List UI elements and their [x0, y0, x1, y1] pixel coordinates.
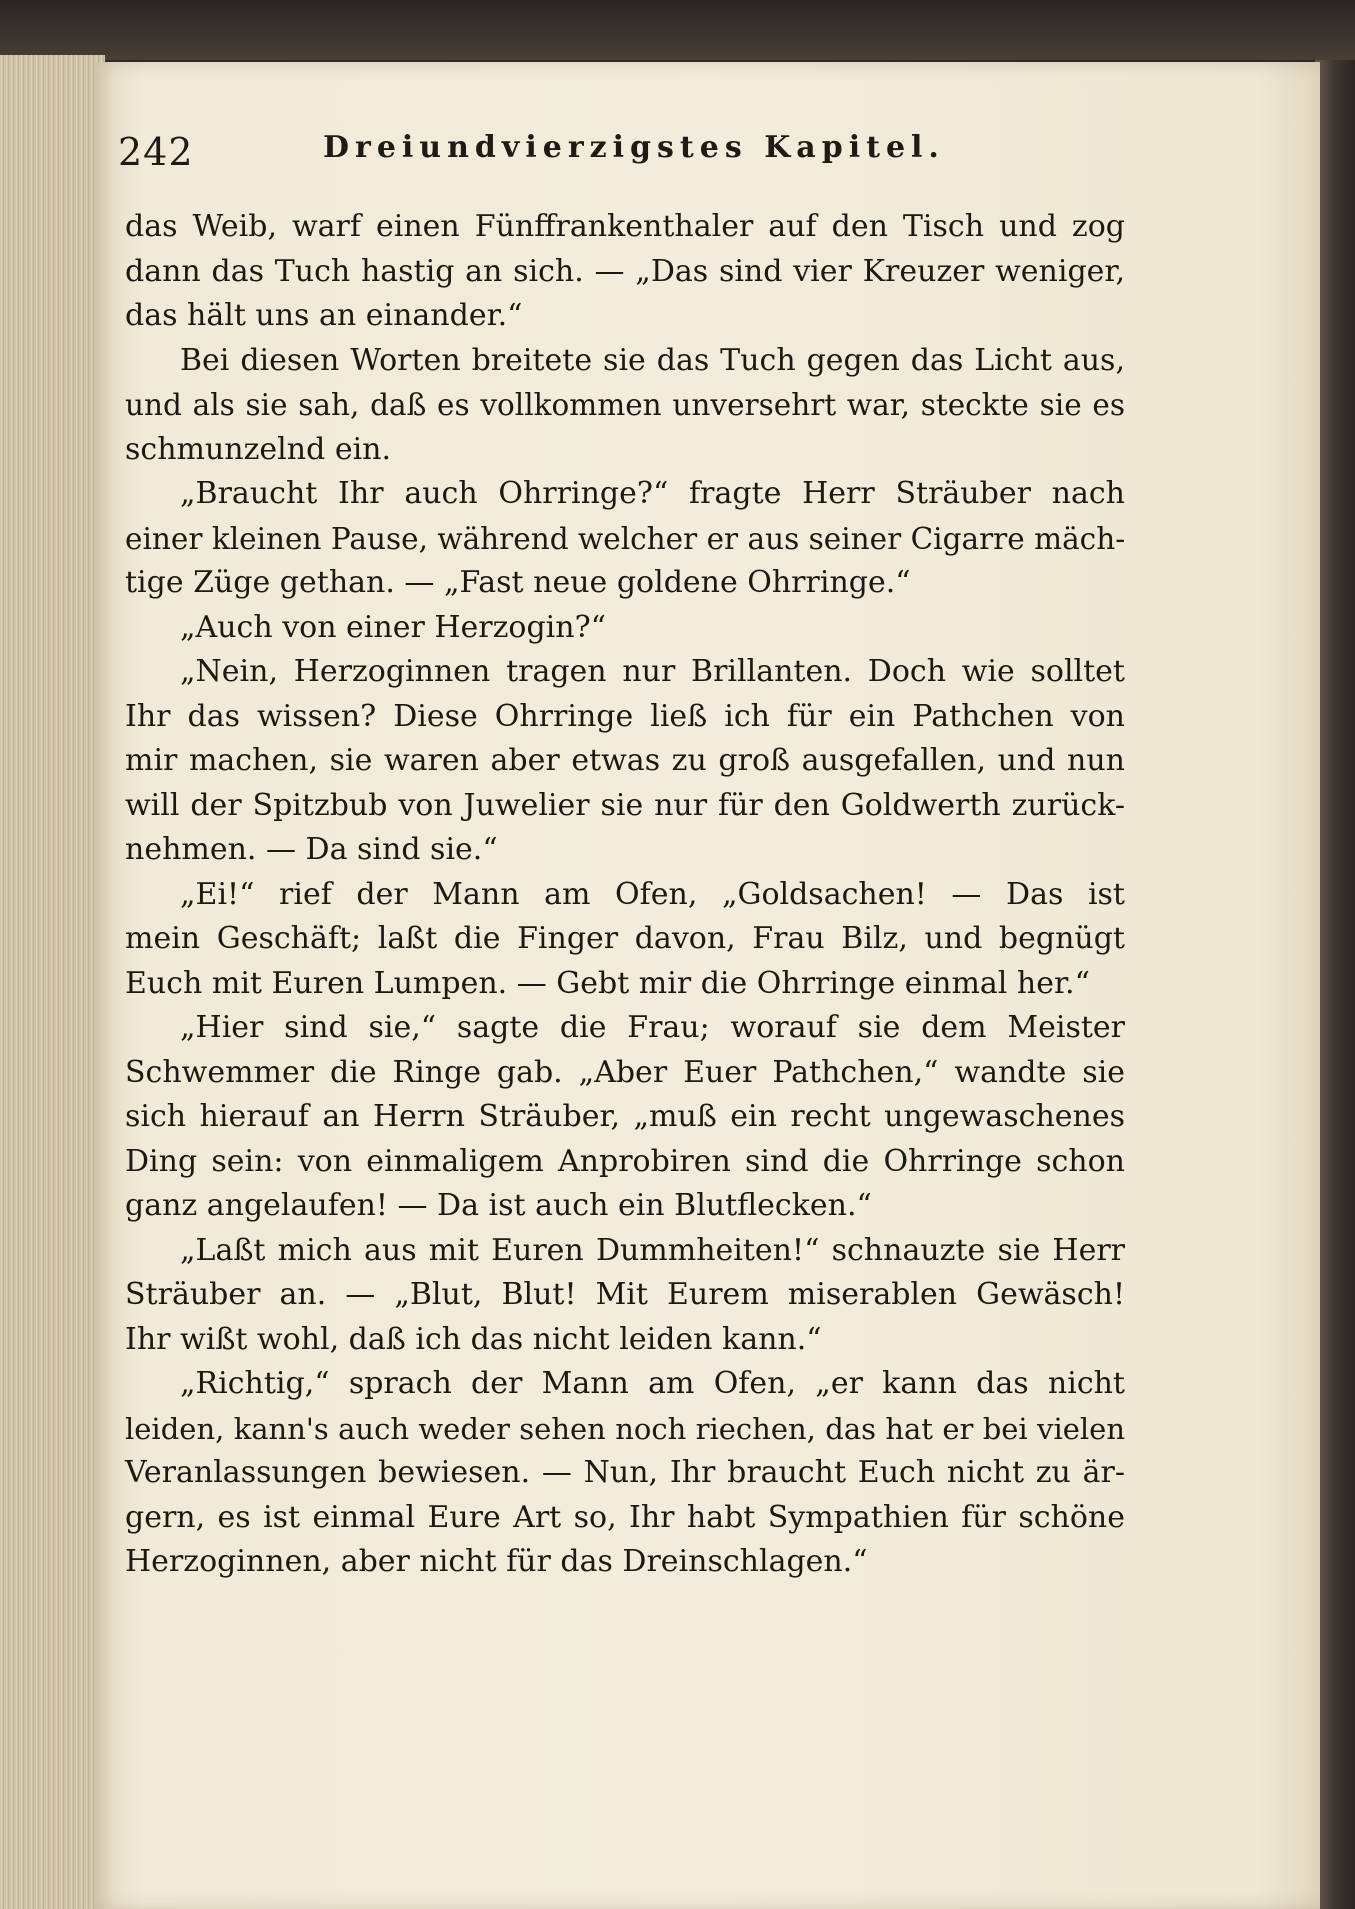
- text-line: leiden, kann's auch weder sehen noch riechen, das hat er bei vielen: [125, 1411, 1125, 1446]
- text-line: schmunzelnd ein.: [125, 431, 392, 467]
- page-number: 242: [118, 130, 194, 174]
- text-line: dann das Tuch hastig an sich. — „Das sind vier Kreuzer weniger,: [125, 253, 1125, 289]
- text-line: Ding sein: von einmaligem Anprobiren sind die Ohrringe schon: [125, 1143, 1125, 1179]
- text-line: tige Züge gethan. — „Fast neue goldene Ohrringe.“: [125, 565, 911, 600]
- text-line: Euch mit Euren Lumpen. — Gebt mir die Ohrringe einmal her.“: [125, 965, 1090, 1001]
- text-line: mein Geschäft; laßt die Finger davon, Frau Bilz, und begnügt: [125, 921, 1125, 956]
- text-line: das Weib, warf einen Fünffrankenthaler auf den Tisch und zog: [125, 209, 1125, 244]
- text-line: und als sie sah, daß es vollkommen unversehrt war, steckte sie es: [125, 388, 1125, 422]
- text-line: will der Spitzbub von Juwelier sie nur für den Goldwerth zurück-: [125, 787, 1125, 823]
- text-line: „Hier sind sie,“ sagte die Frau; worauf sie dem Meister: [180, 1010, 1125, 1045]
- text-line: Bei diesen Worten breitete sie das Tuch gegen das Licht aus,: [180, 342, 1125, 378]
- text-line: „Ei!“ rief der Mann am Ofen, „Goldsachen! — Das ist: [180, 876, 1125, 912]
- book-cover-edge: [0, 0, 1355, 60]
- text-line: Sträuber an. — „Blut, Blut! Mit Eurem miserablen Gewäsch!: [125, 1277, 1125, 1312]
- text-line: „Laßt mich aus mit Euren Dummheiten!“ schnauzte sie Herr: [180, 1232, 1125, 1268]
- text-line: „Nein, Herzoginnen tragen nur Brillanten. Doch wie solltet: [180, 654, 1125, 689]
- chapter-title: Dreiundvierzigstes Kapitel.: [323, 130, 945, 165]
- book-binding-edge: [1315, 60, 1355, 1909]
- stacked-page-edges: [0, 55, 105, 1909]
- text-line: „Auch von einer Herzogin?“: [180, 609, 607, 645]
- text-line: Schwemmer die Ringe gab. „Aber Euer Pathchen,“ wandte sie: [125, 1054, 1125, 1090]
- text-line: das hält uns an einander.“: [125, 298, 523, 333]
- text-line: Herzoginnen, aber nicht für das Dreinschlagen.“: [125, 1544, 868, 1579]
- text-line: Ihr wißt wohl, daß ich das nicht leiden kann.“: [125, 1321, 822, 1357]
- text-line: Veranlassungen bewiesen. — Nun, Ihr braucht Euch nicht zu är-: [125, 1455, 1125, 1490]
- text-line: nehmen. — Da sind sie.“: [125, 832, 498, 867]
- text-line: einer kleinen Pause, während welcher er aus seiner Cigarre mäch-: [125, 521, 1126, 556]
- text-line: ganz angelaufen! — Da ist auch ein Blutflecken.“: [125, 1188, 872, 1223]
- text-line: Ihr das wissen? Diese Ohrringe ließ ich für ein Pathchen von: [125, 698, 1125, 734]
- text-line: mir machen, sie waren aber etwas zu groß ausgefallen, und nun: [125, 743, 1125, 778]
- text-line: gern, es ist einmal Eure Art so, Ihr habt Sympathien für schöne: [125, 1499, 1125, 1535]
- page-header: [118, 130, 968, 190]
- text-line: „Braucht Ihr auch Ohrringe?“ fragte Herr Sträuber nach: [180, 476, 1125, 511]
- body-text: [125, 205, 1125, 1585]
- text-line: „Richtig,“ sprach der Mann am Ofen, „er kann das nicht: [180, 1366, 1125, 1401]
- text-line: sich hierauf an Herrn Sträuber, „muß ein recht ungewaschenes: [125, 1099, 1125, 1134]
